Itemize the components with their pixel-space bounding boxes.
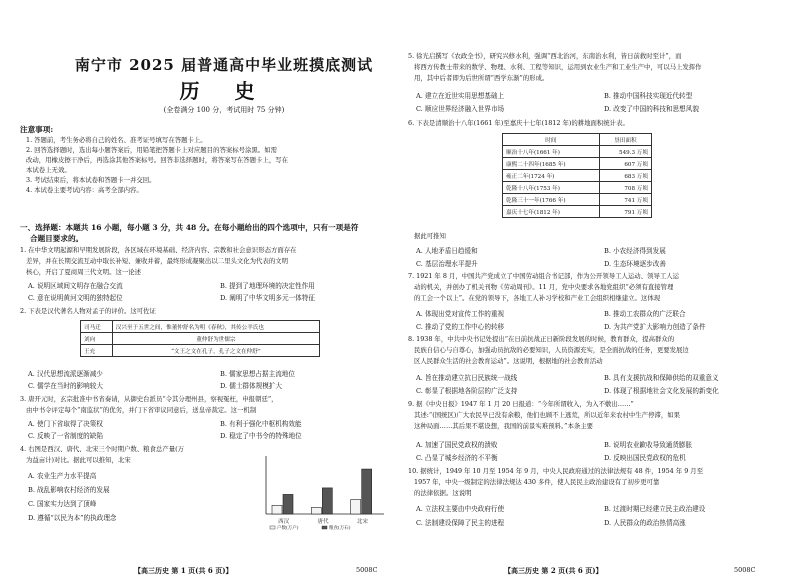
bar (351, 500, 361, 515)
exam-title: 南宁市 2025 届普通高中毕业班摸底测试 (74, 56, 374, 74)
q1-stem: 1. 在中华文明起源和早期发展阶段，各区域在环境基础、经济内容、宗教和社会意识形态方面存在 (20, 246, 297, 254)
q7-option-d[interactable]: D. 为共产党扩大影响力创造了条件 (604, 323, 706, 331)
q8-option-d[interactable]: D. 体现了根据地社会文化发展的新变化 (604, 387, 719, 395)
q10-option-a[interactable]: A. 立法权主要由中央政府行使 (416, 505, 505, 513)
q9-stem: 其述:“(国统区)广大农民早已没有余粮，他们也顾不上逃荒，所以近年来农村中生产停滞，如果 (414, 411, 681, 419)
q3-option-b[interactable]: B. 有利于强化中枢机构效能 (220, 420, 302, 428)
legend-label: 户数(万户) (277, 526, 299, 530)
q9-option-b[interactable]: B. 说明农业歉收导致通货膨胀 (604, 441, 693, 449)
table-cell: 683 万顷 (599, 170, 651, 182)
table-cell: 汉兴至于五世之间，惟董仲舒名为明《春秋》，其传公羊氏也 (112, 321, 319, 333)
table-row (81, 321, 320, 333)
table-cell: 康熙二十四年(1685 年) (503, 158, 600, 170)
q2-option-b[interactable]: B. 儒家思想占据主流地位 (220, 370, 295, 378)
q5-option-a[interactable]: A. 建立在近世实用思想基础上 (416, 92, 505, 100)
notice-item: 本试卷上无效。 (26, 166, 71, 174)
q8-option-a[interactable]: A. 旨在推动建立抗日民族统一战线 (416, 374, 518, 382)
table-cell: 嘉庆十七年(1812 年) (503, 206, 600, 218)
table-row (503, 206, 652, 218)
bar (283, 494, 293, 514)
bar (311, 507, 321, 514)
q9-stem: 这种局面……其后果不堪设想，我国的前景实难预料。”本条主要 (414, 422, 594, 430)
q6-option-b[interactable]: B. 小农经济得到发展 (604, 247, 666, 255)
notice-item: 改动，用橡皮擦干净后，再选涂其他答案标号。回答非选择题时，将答案写在答题卡上，写在 (26, 156, 289, 164)
table-cell: 董仲舒为世儒宗 (112, 333, 319, 345)
q1-option-c[interactable]: C. 意在说明黄河文明的独特起位 (28, 294, 123, 302)
table-row (503, 158, 652, 170)
q4-stem: 为益亩计)对比。据此可以推知，北宋 (26, 456, 131, 464)
q4-option-c[interactable]: C. 国家实力达到了顶峰 (28, 500, 97, 508)
table-cell: 708 万顷 (599, 182, 651, 194)
table-cell: “文王之文在孔子，孔子之文在仲舒” (112, 345, 319, 357)
x-tick-label: 唐代 (317, 519, 329, 525)
q2-stem: 2. 下表是汉代著名人物对孟子的评价。这可佐证 (20, 307, 156, 315)
x-tick-label: 北宋 (356, 519, 368, 525)
q3-option-c[interactable]: C. 反映了一省制度的缺陷 (28, 432, 103, 440)
table-cell: 司马迁 (81, 321, 113, 333)
q4-stem: 4. 右图是西汉、唐代、北宋三个时期户数、粮食总产量(万 (20, 445, 184, 453)
q4-option-b[interactable]: B. 战乱影响农村经济的发展 (28, 486, 110, 494)
table-cell: 乾隆十八年(1753 年) (503, 182, 600, 194)
q9-option-a[interactable]: A. 加速了国民党政权的溃败 (416, 441, 498, 449)
table-cell: 王充 (81, 345, 113, 357)
q5-stem: 用，其中后者即为后世所谓“西学东渐”的形成。 (414, 74, 549, 82)
q3-option-d[interactable]: D. 稳定了中书令的特殊地位 (220, 432, 302, 440)
q4-option-d[interactable]: D. 遵循“以民为本”的执政理念 (28, 514, 117, 522)
q9-option-d[interactable]: D. 反映出国民党政权的危机 (604, 454, 686, 462)
q3-option-a[interactable]: A. 使门下省取得了决策权 (28, 420, 103, 428)
page-footer-left: 【高三历史 第 1 页(共 6 页)】 (134, 566, 233, 575)
bar (272, 505, 282, 514)
subject-title: 历 史 (179, 79, 269, 103)
legend-swatch (322, 526, 327, 529)
table-cell: 607 万顷 (599, 158, 651, 170)
table-row (503, 182, 652, 194)
q6-table (502, 133, 652, 218)
q10-option-c[interactable]: C. 法制建设保障了民主的进程 (416, 519, 505, 527)
q7-stem: 的工会一个以上”。在党的领导下，各地工人补习学校和产业工会组织相继建立。这体现 (414, 294, 661, 302)
q3-stem: 由中书令评定每个“南监状”的优劣，并门下省审议同意后，送皇帝裁定。这一机制 (26, 406, 257, 414)
notice-item: 1. 答题前，考生务必将自己的姓名、准考证号填写在答题卡上。 (26, 136, 207, 144)
q7-stem: 7. 1921 年 8 月，中国共产党成立了中国劳动组合书记部，作为公开领导工人运动、领导工人运 (408, 272, 680, 280)
q10-stem: 10. 据统计，1949 年 10 月至 1954 年 9 月，中央人民政府通过的法律法规有 48 件，1954 年 9 月至 (408, 467, 704, 475)
q2-option-a[interactable]: A. 汉代思想流派逐渐减少 (28, 370, 103, 378)
table-cell: 刘向 (81, 333, 113, 345)
notice-item: 4. 本试卷主要考试内容：高考全部内容。 (26, 186, 143, 194)
q1-option-b[interactable]: B. 提到了地理环境的决定性作用 (220, 282, 315, 290)
q3-stem: 3. 唐开元时，玄宗批准中书省奏请，从御史台派员“令其分理州县，察视冤枉，申报朝廷”， (20, 395, 278, 403)
table-row (503, 134, 652, 146)
q5-option-d[interactable]: D. 改变了中国的科技和思想风貌 (604, 105, 699, 113)
q2-option-d[interactable]: D. 儒士群体规模扩大 (220, 382, 282, 390)
q7-stem: 动的机关，并创办了机关刊物《劳动周刊》。11 月，党中央要求各地党组织“必须有直接管理 (414, 283, 674, 291)
q6-lead: 据此可推知 (414, 232, 446, 240)
table-header: 时间 (503, 134, 600, 146)
q5-stem: 将西方传教士带来的数学、物理、水利、工程等知识，运用到农业生产和工业生产中，可以马上发挥作 (414, 63, 702, 71)
notice-item: 3. 考试结束后，将本试卷和答题卡一并交回。 (26, 176, 156, 184)
legend-swatch (270, 526, 275, 529)
table-row (503, 146, 652, 158)
q9-stem: 9. 据《中央日报》1947 年 1 月 20 日报道：“今年所谓收入，为入不敷出……” (408, 400, 634, 408)
table-row (503, 194, 652, 206)
section-heading-cont: 合题目要求的。 (30, 234, 84, 243)
bar (362, 469, 372, 514)
q7-option-b[interactable]: B. 推动工农群众的广泛联合 (604, 310, 686, 318)
right-page (404, 0, 782, 583)
table-cell: 乾隆三十一年(1766 年) (503, 194, 600, 206)
q10-option-d[interactable]: D. 人民群众的政治热情高涨 (604, 519, 686, 527)
table-cell: 549.3 万顷 (599, 146, 651, 158)
page-footer-right: 【高三历史 第 2 页(共 6 页)】 (504, 566, 603, 575)
table-cell: 741 万顷 (599, 194, 651, 206)
legend-label: 粮食(万石) (329, 526, 351, 530)
q6-option-a[interactable]: A. 人地矛盾日趋缓和 (416, 247, 478, 255)
q8-stem: 民族自信心与自尊心，加强动员抗敌的必要知识，人员资源充实，是全面抗战的任务，更要发展边 (414, 346, 689, 354)
q7-option-a[interactable]: A. 体现出党对宣传工作的重视 (416, 310, 505, 318)
table-row (503, 170, 652, 182)
x-tick-label: 西汉 (278, 519, 290, 525)
table-row (81, 345, 320, 357)
q5-option-b[interactable]: B. 推动中国科技实现近代转型 (604, 92, 693, 100)
q2-option-c[interactable]: C. 儒学在当时的影响较大 (28, 382, 103, 390)
table-cell: 791 万顷 (599, 206, 651, 218)
q5-stem: 5. 徐光启撰写《农政全书》，研究兴修水利，强调“西北治河，东南治水利，皆日前救时至计”，而 (408, 52, 682, 60)
table-row (81, 333, 320, 345)
table-cell: 顺治十八年(1661 年) (503, 146, 600, 158)
q8-option-b[interactable]: B. 具有支援抗战和保障供给的双重意义 (604, 374, 719, 382)
q9-option-c[interactable]: C. 凸显了城乡经济的不平衡 (416, 454, 498, 462)
q4-option-a[interactable]: A. 农业生产力水平提高 (28, 472, 97, 480)
table-cell: 雍正二年(1724 年) (503, 170, 600, 182)
table-header: 垦田面积 (599, 134, 651, 146)
q10-stem: 1957 年，中央一级制定的法律法规达 430 多件，使人民民主政治建设有了初步更可靠 (414, 478, 660, 486)
q6-option-d[interactable]: D. 生态环境逐步改善 (604, 260, 666, 268)
score-time-note: (全卷满分 100 分，考试用时 75 分钟) (163, 106, 285, 114)
q1-stem: 差异，并在长期交流互动中取长补短、兼收并蓄，最终形成凝聚出以二里头文化为代表的文明 (26, 257, 289, 265)
notice-heading: 注意事项: (20, 125, 54, 134)
paper-code: 5008C (356, 566, 378, 574)
q2-table (80, 320, 320, 357)
q8-stem: 区人民群众生活的社会教育运动”。这说明，根据地的社会教育活动 (414, 357, 603, 365)
q8-option-c[interactable]: C. 彰显了根据地各阶层的广泛支持 (416, 387, 518, 395)
q8-stem: 8. 1938 年，中共中央书记处提出“在日前抗战正日新阶段发展的时候，教育群众，提高群众的 (408, 335, 675, 343)
q5-option-c[interactable]: C. 顺应世界经济融入世界市场 (416, 105, 505, 113)
section-heading: 一、选择题：本题共 16 小题，每小题 3 分，共 48 分。在每小题给出的四个选项中，只有一项是符 (20, 223, 359, 232)
q4-bar-chart (250, 448, 390, 530)
q7-option-c[interactable]: C. 推动了党的工作中心的转移 (416, 323, 505, 331)
q10-option-b[interactable]: B. 过渡时期已经建立民主政治建设 (604, 505, 706, 513)
q6-option-c[interactable]: C. 基层治理水平提升 (416, 260, 478, 268)
left-page (14, 0, 392, 583)
bar (322, 488, 332, 514)
q1-option-d[interactable]: D. 阐明了中华文明多元一体特征 (220, 294, 315, 302)
q1-stem: 核心，开启了夏商周三代文明。这一论述 (26, 268, 142, 276)
notice-item: 2. 回答选择题时，选出每小题答案后，用铅笔把答题卡上对应题目的答案标号涂黑。如需 (26, 146, 277, 154)
paper-code: 5008C (734, 566, 756, 574)
q10-stem: 的法律依据。这说明 (414, 489, 472, 497)
q1-option-a[interactable]: A. 说明区域间文明存在融合交流 (28, 282, 123, 290)
q6-stem: 6. 下表是清顺治十八年(1661 年)至嘉庆十七年(1812 年)的耕地面积统计表。 (408, 119, 629, 127)
